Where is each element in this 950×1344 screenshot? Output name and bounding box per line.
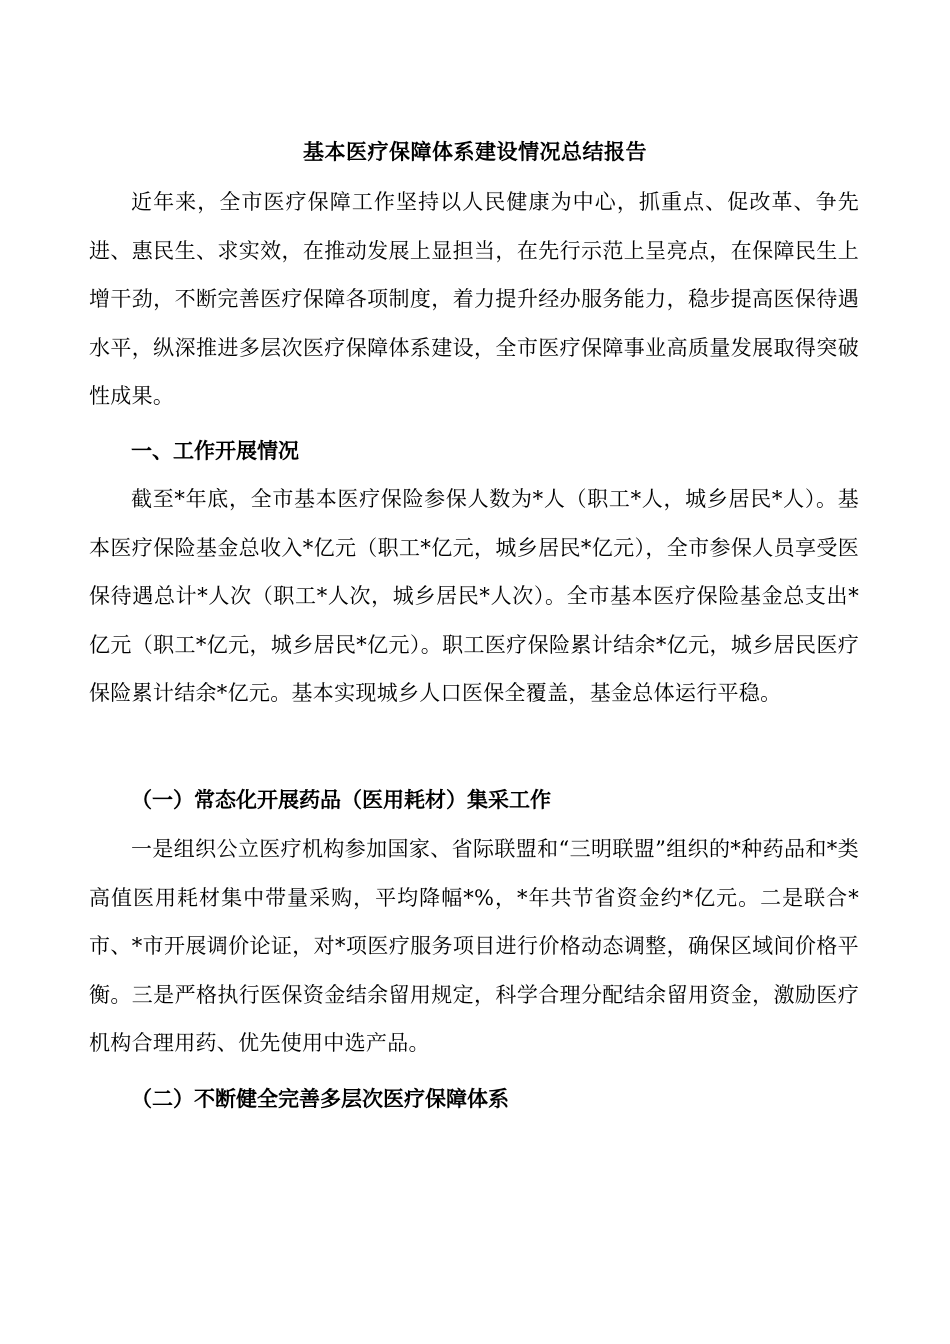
- intro-paragraph: 近年来，全市医疗保障工作坚持以人民健康为中心，抓重点、促改革、争先进、惠民生、求实效，在推动发展上显担当，在先行示范上呈亮点，在保障民生上增干劲，不断完善医疗保障各项制度，着力提升经办服务能力，稳步提高医保待遇水平，纵深推进多层次医疗保障体系建设，全市医疗保障事业高质量发展取得突破性成果。: [89, 190, 859, 408]
- subsection-heading-procurement: （一）常态化开展药品（医用耗材）集采工作: [131, 787, 551, 812]
- section-heading-work-progress: 一、工作开展情况: [131, 438, 299, 463]
- document-title: 基本医疗保障体系建设情况总结报告: [303, 139, 647, 164]
- subsection-body-procurement: 一是组织公立医疗机构参加国家、省际联盟和“三明联盟”组织的*种药品和*类高值医用耗材集中带量采购，平均降幅*%，*年共节省资金约*亿元。二是联合*市、*市开展调价论证，对*项医疗服务项目进行价格动态调整，确保区域间价格平衡。三是严格执行医保资金结余留用规定，科学合理分配结余留用资金，激励医疗机构合理用药、优先使用中选产品。: [89, 837, 859, 1055]
- section-body-work-progress: 截至*年底，全市基本医疗保险参保人数为*人（职工*人，城乡居民*人）。基本医疗保险基金总收入*亿元（职工*亿元，城乡居民*亿元），全市参保人员享受医保待遇总计*人次（职工*人次，城乡居民*人次）。全市基本医疗保险基金总支出*亿元（职工*亿元，城乡居民*亿元）。职工医疗保险累计结余*亿元，城乡居民医疗保险累计结余*亿元。基本实现城乡人口医保全覆盖，基金总体运行平稳。: [89, 487, 859, 705]
- subsection-heading-multilevel-system: （二）不断健全完善多层次医疗保障体系: [131, 1086, 509, 1111]
